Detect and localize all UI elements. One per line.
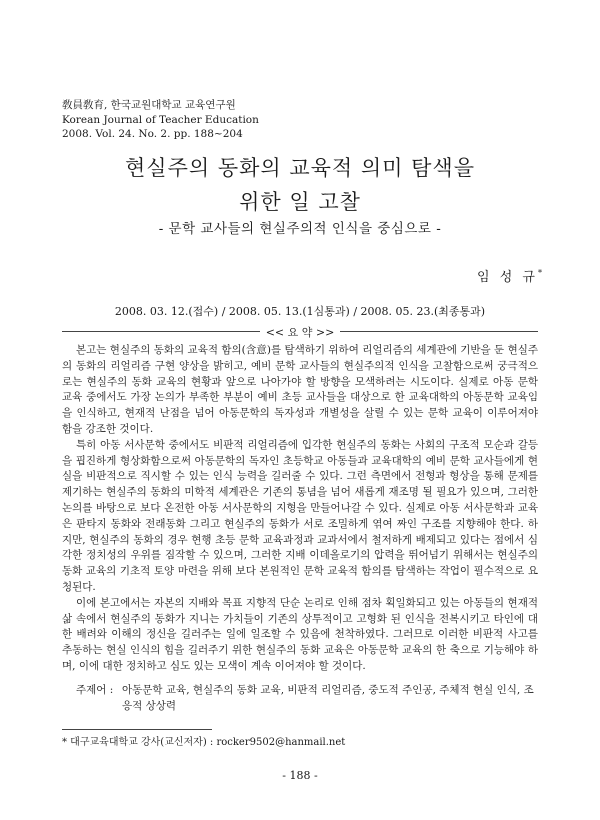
author-footnote: * 대구교육대학교 강사(교신저자) : rocker9502@hanmail.net (62, 737, 346, 748)
journal-volume-info: 2008. Vol. 24. No. 2. pp. 188~204 (62, 128, 243, 140)
abstract-heading (62, 324, 538, 338)
journal-name-english: Korean Journal of Teacher Education (62, 113, 259, 126)
paper-title-line-2: 위한 일 고찰 (239, 190, 361, 214)
abstract-paragraph-2: 특히 아동 서사문학 중에서도 비판적 리얼리즘에 입각한 현실주의 동화는 사회의 구조적 모순과 갈등을 핍진하게 형상화함으로써 아동문학의 독자인 초등학교 아동들과 교육대학의 예비 문학 교사들에게 현실을 비판적으로 직시할 수 있는 인식 능력을 길러줄 수 있다. 그런 측면에서 전형과 형상을 통해 문제를 제기하는 현실주의 동화의 미학적 세계관은 기존의 통념을 넘어 새롭게 재조명 될 필요가 있으며, 그러한 논의를 바탕으로 보다 온전한 아동 서사문학의 지형을 만들어나갈 수 있다. 실제로 아동 서사문학과 교육은 판타지 동화와 전래동화 그리고 현실주의 동화가 서로 조밀하게 엮여 짜인 구조를 지향해야 한다. 하지만, 현실주의 동화의 경우 현행 초등 문학 교육과정과 교과서에서 철저하게 배제되고 있다는 점에서 심각한 정치성의 우위를 짐작할 수 있으며, 그러한 지배 이데올로기의 압력을 뛰어넘기 위해서는 현실주의 동화 교육의 기초적 토양 마련을 위해 보다 본원적인 문학 교육적 함의를 탐색하는 작업이 필수적으로 요청된다. (62, 438, 538, 593)
abstract-body (62, 343, 538, 675)
abstract-paragraph-3: 이에 본고에서는 자본의 지배와 목표 지향적 단순 논리로 인해 점차 획일화되고 있는 아동들의 현재적 삶 속에서 현실주의 동화가 지니는 가치들이 기존의 상투적이고 고형화 된 인식을 전복시키고 타인에 대한 배려와 이해의 정신을 길러주는 일에 일조할 수 있음에 천착하였다. 그러므로 이러한 비판적 사고를 추동하는 현실 인식의 힘을 길러주기 위한 현실주의 동화 교육은 아동문학 교육의 한 축으로 기능해야 하며, 이에 대한 정치하고 심도 있는 모색이 계속 이어져야 할 것이다. (62, 596, 538, 672)
keywords-text: 아동문학 교육, 현실주의 동화 교육, 비판적 리얼리즘, 중도적 주인공, 주체적 현실 인식, 조응적 상상력 (122, 684, 534, 712)
author-footnote-mark: * (538, 268, 542, 278)
author (477, 266, 542, 285)
abstract-heading-label: << 요 약 >> (265, 326, 335, 339)
submission-dates: 2008. 03. 12.(접수) / 2008. 05. 13.(1심통과) / 2008. 05. 23.(최종통과) (114, 305, 486, 318)
paper-title-line-1: 현실주의 동화의 교육적 의미 탐색을 (125, 156, 475, 180)
journal-name-korean: 敎員敎育, 한국교원대학교 교육연구원 (62, 99, 236, 111)
author-name: 임 성 규 (477, 270, 538, 285)
abstract-paragraph-1: 본고는 현실주의 동화의 교육적 함의(含意)를 탐색하기 위하여 리얼리즘의 세계관에 기반을 둔 현실주의 동화의 리얼리즘 구현 양상을 밝히고, 예비 문학 교사들의 현실주의적 인식을 고찰함으로써 궁극적으로는 현실주의 동화 교육의 현황과 앞으로 나아가야 할 방향을 모색하려는 시도이다. 실제로 아동 문학 교육 중에서도 가장 논의가 부족한 부분이 예비 초등 교사들을 대상으로 한 교육대학의 아동문학 교육임을 인식하고, 현재적 난점을 넘어 아동문학의 독자성과 개별성을 살릴 수 있는 문학 교육이 이루어져야 함을 강조한 것이다. (62, 344, 538, 435)
footnote-rule (62, 729, 212, 730)
paper-subtitle: - 문학 교사들의 현실주의적 인식을 중심으로 - (158, 221, 442, 237)
keywords (76, 683, 538, 715)
keywords-label: 주제어 : (76, 684, 114, 696)
abstract-rule-right (340, 331, 538, 332)
page-number: - 188 - (282, 769, 318, 782)
journal-header (62, 98, 259, 142)
